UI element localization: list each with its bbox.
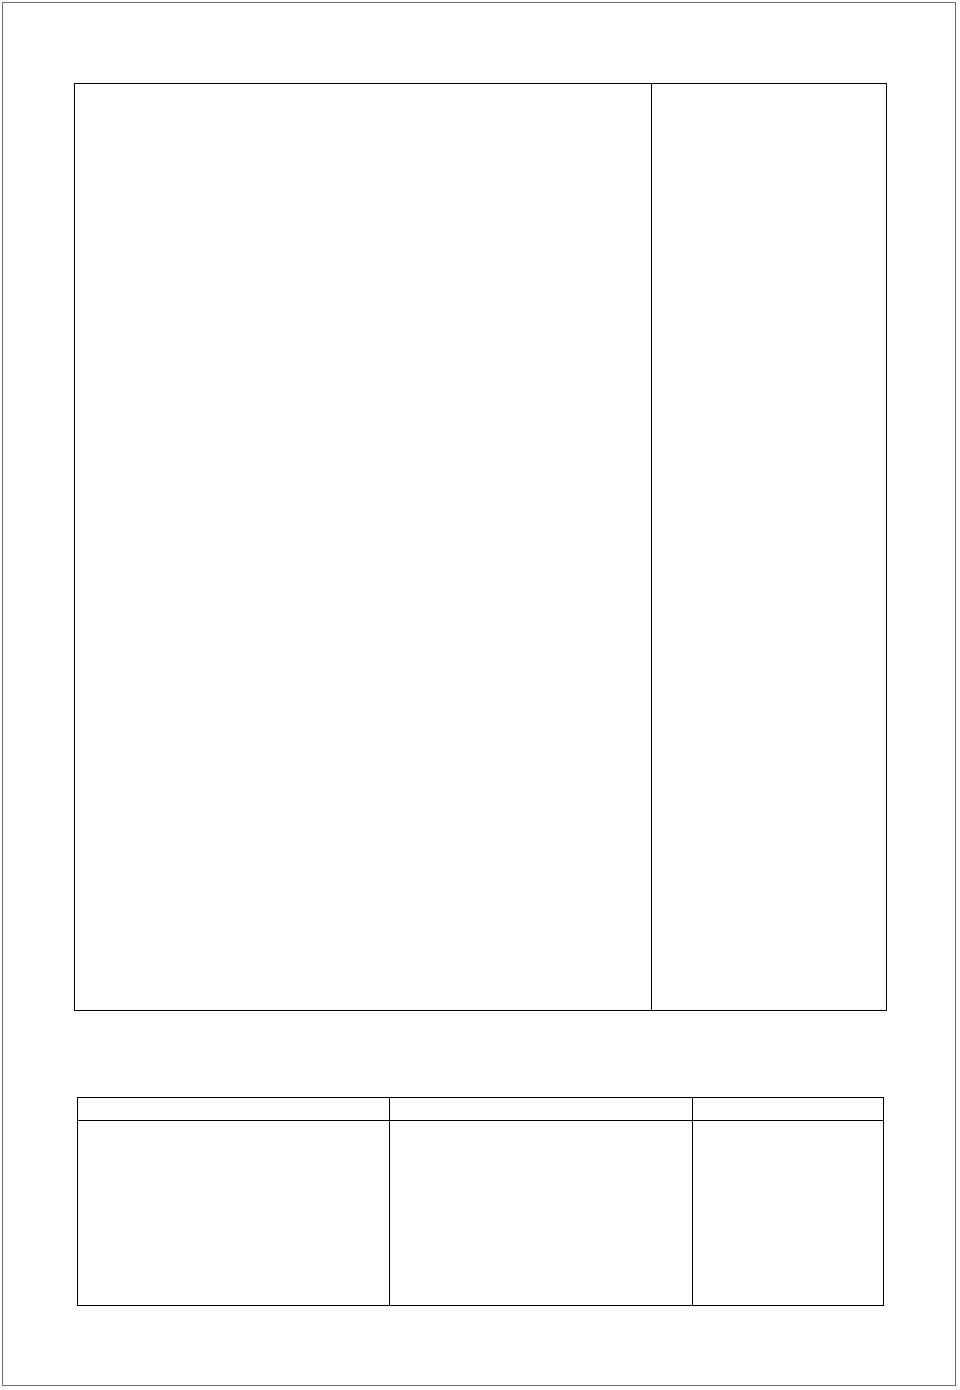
- column-divider: [692, 1098, 693, 1305]
- ball-exercises-table: [77, 1097, 884, 1306]
- header-separator: [78, 1120, 883, 1121]
- continuation-table: [74, 83, 887, 1011]
- column-divider: [389, 1098, 390, 1305]
- column-divider: [651, 84, 652, 1010]
